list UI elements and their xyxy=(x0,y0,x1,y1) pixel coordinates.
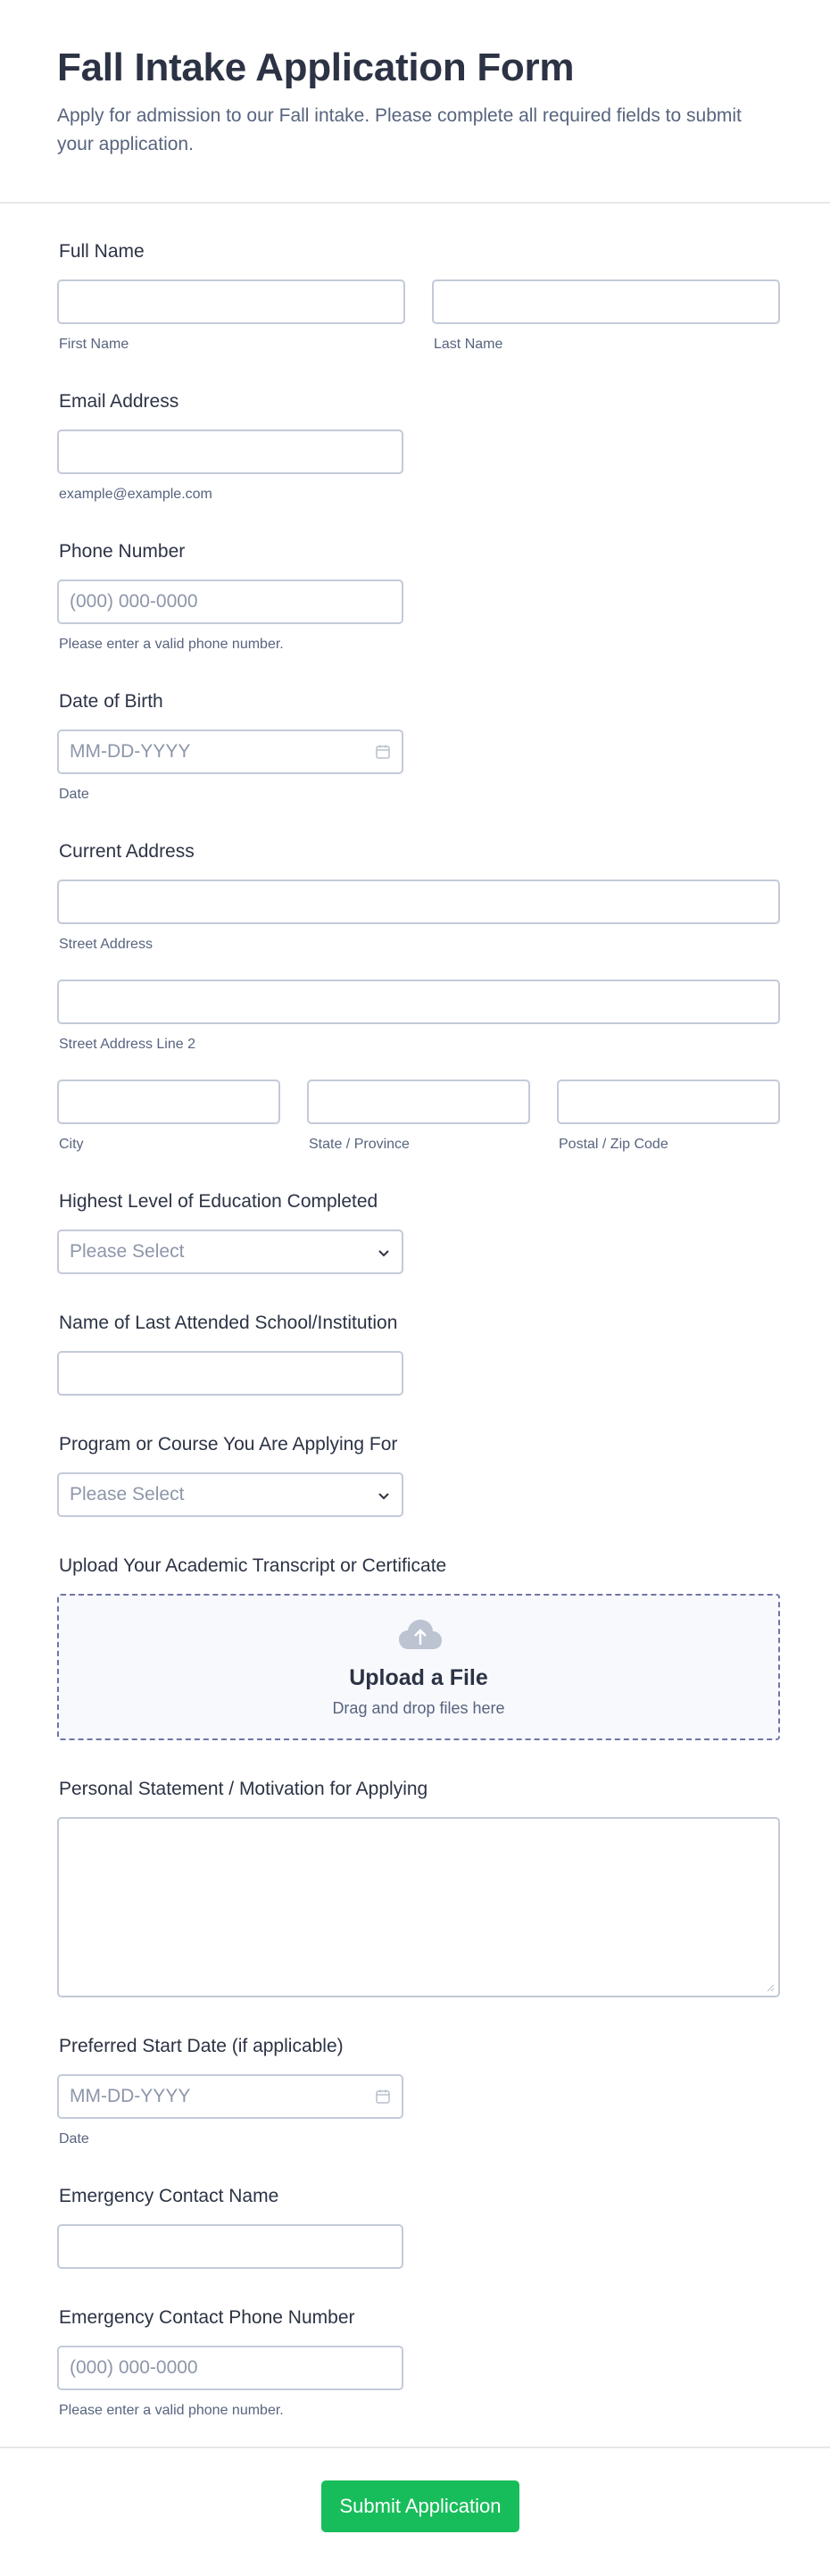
address-label: Current Address xyxy=(59,841,195,862)
statement-label: Personal Statement / Motivation for Applying xyxy=(59,1779,428,1799)
education-select[interactable] xyxy=(57,1230,403,1274)
upload-hint: Drag and drop files here xyxy=(332,1699,505,1717)
city-sublabel: City xyxy=(59,1137,84,1152)
statement-textarea[interactable] xyxy=(57,1817,780,1997)
upload-label: Upload Your Academic Transcript or Certificate xyxy=(59,1555,447,1576)
first-name-input[interactable] xyxy=(57,279,405,324)
emergency-phone-sublabel: Please enter a valid phone number. xyxy=(59,2403,284,2418)
resize-handle-icon[interactable] xyxy=(766,1983,775,1992)
school-label: Name of Last Attended School/Institution xyxy=(59,1313,398,1333)
upload-title: Upload a File xyxy=(349,1665,488,1690)
calendar-icon[interactable] xyxy=(375,2088,391,2105)
first-name-sublabel: First Name xyxy=(59,337,129,352)
form-footer-divider xyxy=(0,2447,830,2448)
education-selected-value: Please Select xyxy=(70,1241,185,1262)
chevron-down-icon xyxy=(377,1246,391,1260)
program-select[interactable] xyxy=(57,1472,403,1517)
state-input[interactable] xyxy=(307,1080,530,1124)
program-selected-value: Please Select xyxy=(70,1484,185,1505)
zip-input[interactable] xyxy=(557,1080,780,1124)
emergency-phone-input[interactable]: (000) 000-0000 xyxy=(57,2346,403,2390)
start-date-placeholder: MM-DD-YYYY xyxy=(70,2086,191,2106)
emergency-phone-label: Emergency Contact Phone Number xyxy=(59,2307,355,2328)
email-label: Email Address xyxy=(59,391,179,412)
last-name-sublabel: Last Name xyxy=(434,337,503,352)
calendar-icon[interactable] xyxy=(375,744,391,760)
school-input[interactable] xyxy=(57,1351,403,1396)
state-sublabel: State / Province xyxy=(309,1137,410,1152)
start-date-label: Preferred Start Date (if applicable) xyxy=(59,2036,344,2056)
phone-sublabel: Please enter a valid phone number. xyxy=(59,637,284,652)
start-date-sublabel: Date xyxy=(59,2131,89,2147)
email-input[interactable] xyxy=(57,429,403,474)
street-address-line2-sublabel: Street Address Line 2 xyxy=(59,1037,195,1052)
dob-sublabel: Date xyxy=(59,787,89,802)
phone-input[interactable]: (000) 000-0000 xyxy=(57,579,403,624)
page-subtitle: Apply for admission to our Fall intake. Please complete all required fields to submit your application. xyxy=(57,105,742,154)
street-address-input[interactable] xyxy=(57,880,780,924)
education-label: Highest Level of Education Completed xyxy=(59,1191,378,1212)
emergency-name-input[interactable] xyxy=(57,2224,403,2269)
dob-input[interactable] xyxy=(57,729,403,774)
email-sublabel: example@example.com xyxy=(59,487,212,502)
cloud-upload-icon xyxy=(398,1619,443,1651)
chevron-down-icon xyxy=(377,1488,391,1503)
dob-placeholder: MM-DD-YYYY xyxy=(70,741,191,762)
zip-sublabel: Postal / Zip Code xyxy=(559,1137,668,1152)
full-name-label: Full Name xyxy=(59,241,145,262)
form-header xyxy=(0,0,830,204)
phone-label: Phone Number xyxy=(59,541,186,562)
city-input[interactable] xyxy=(57,1080,280,1124)
dob-label: Date of Birth xyxy=(59,691,163,712)
file-upload-dropzone[interactable] xyxy=(57,1594,780,1740)
start-date-input[interactable] xyxy=(57,2074,403,2119)
last-name-input[interactable] xyxy=(432,279,780,324)
submit-button[interactable]: Submit Application xyxy=(321,2480,519,2532)
emergency-name-label: Emergency Contact Name xyxy=(59,2186,279,2206)
page-title: Fall Intake Application Form xyxy=(57,46,575,89)
street-address-line2-input[interactable] xyxy=(57,980,780,1024)
street-address-sublabel: Street Address xyxy=(59,937,153,952)
program-label: Program or Course You Are Applying For xyxy=(59,1434,398,1455)
